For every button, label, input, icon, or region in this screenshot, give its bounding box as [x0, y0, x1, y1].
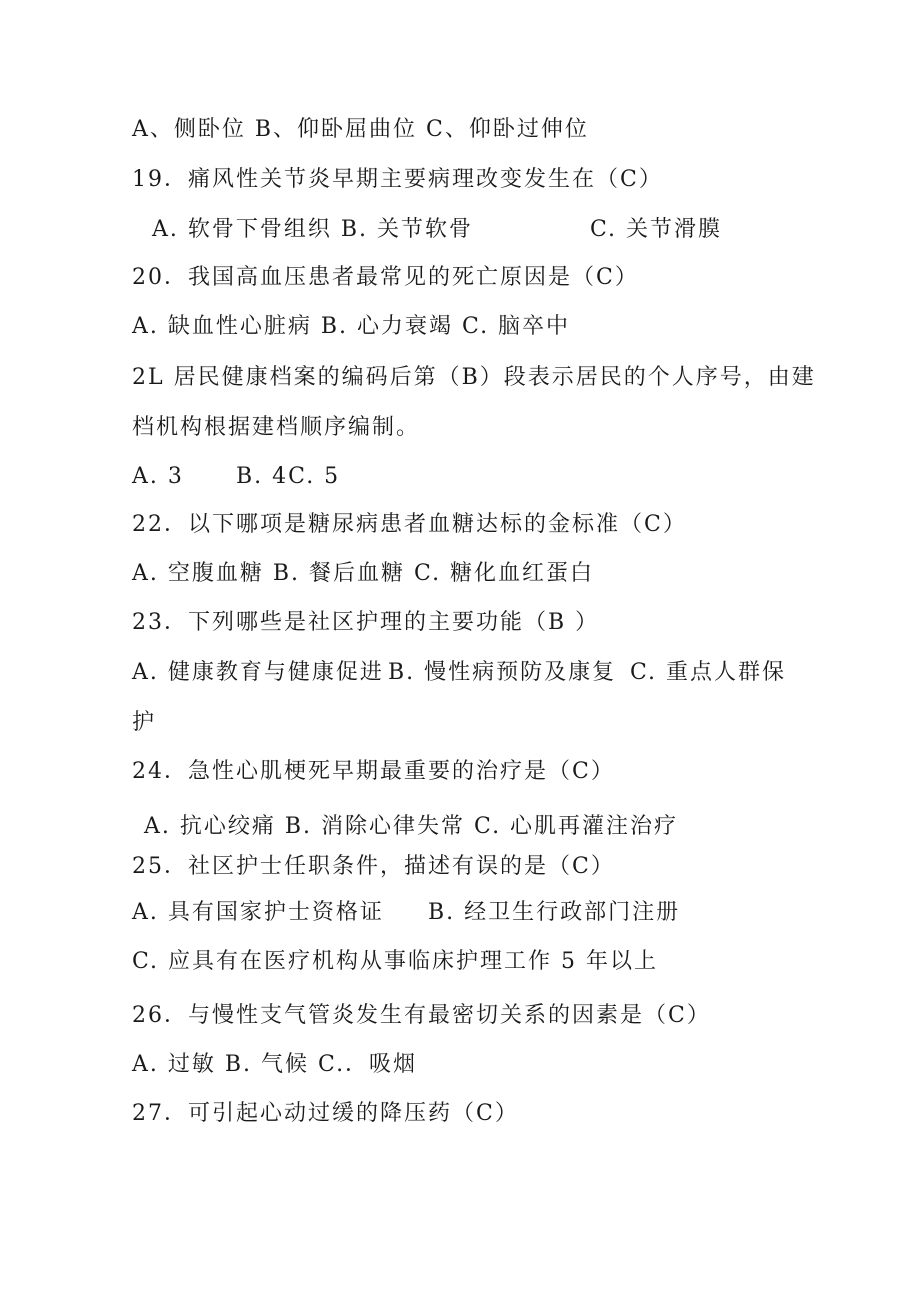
text-line-options-21-a: A. 3 — [132, 464, 184, 489]
text-line-question-19: 19．痛风性关节炎早期主要病理改变发生在（C） — [132, 167, 663, 192]
text-line-options-18: A、侧卧位 B、仰卧屈曲位 C、仰卧过伸位 — [132, 117, 589, 142]
text-line-question-27: 27．可引起心动过缓的降压药（C） — [132, 1101, 519, 1126]
text-line-question-21: 2L 居民健康档案的编码后第（B）段表示居民的个人序号，由建 — [132, 365, 816, 390]
text-line-question-21-cont: 档机构根据建档顺序编制。 — [132, 415, 421, 440]
text-line-options-26: A. 过敏 B. 气候 C.．吸烟 — [132, 1052, 418, 1077]
text-line-options-22: A. 空腹血糖 B. 餐后血糖 C. 糖化血红蛋白 — [132, 561, 595, 586]
text-line-options-19-c: C. 关节滑膜 — [590, 217, 723, 242]
text-line-options-25-a: A. 具有国家护士资格证 — [132, 900, 384, 925]
text-line-options-23-a: A. 健康教育与健康促进 — [132, 660, 384, 685]
text-line-options-23-c: C. 重点人群保 — [630, 660, 787, 685]
text-line-question-20: 20．我国高血压患者最常见的死亡原因是（C） — [132, 265, 639, 290]
text-line-options-23-cont: 护 — [132, 710, 157, 735]
text-line-options-19-ab: A. 软骨下骨组织 B. 关节软骨 — [152, 217, 474, 242]
text-line-options-20: A. 缺血性心脏病 B. 心力衰竭 C. 脑卒中 — [132, 314, 571, 339]
text-line-question-24: 24．急性心肌梗死早期最重要的治疗是（C） — [132, 759, 615, 784]
text-line-question-26: 26．与慢性支气管炎发生有最密切关系的因素是（C） — [132, 1003, 711, 1028]
text-line-options-23-b: B. 慢性病预防及康复 — [388, 660, 617, 685]
text-line-question-22: 22．以下哪项是糖尿病患者血糖达标的金标准（C） — [132, 512, 687, 537]
text-line-options-25-b: B. 经卫生行政部门注册 — [428, 900, 681, 925]
text-line-question-23: 23．下列哪些是社区护理的主要功能（B ） — [132, 610, 600, 635]
text-line-options-24: A. 抗心绞痛 B. 消除心律失常 C. 心肌再灌注治疗 — [144, 814, 679, 839]
text-line-question-25: 25．社区护士任职条件，描述有误的是（C） — [132, 854, 615, 879]
text-line-options-21-bc: B. 4C. 5 — [236, 464, 341, 489]
text-line-options-25-c: C. 应具有在医疗机构从事临床护理工作 5 年以上 — [132, 949, 659, 974]
